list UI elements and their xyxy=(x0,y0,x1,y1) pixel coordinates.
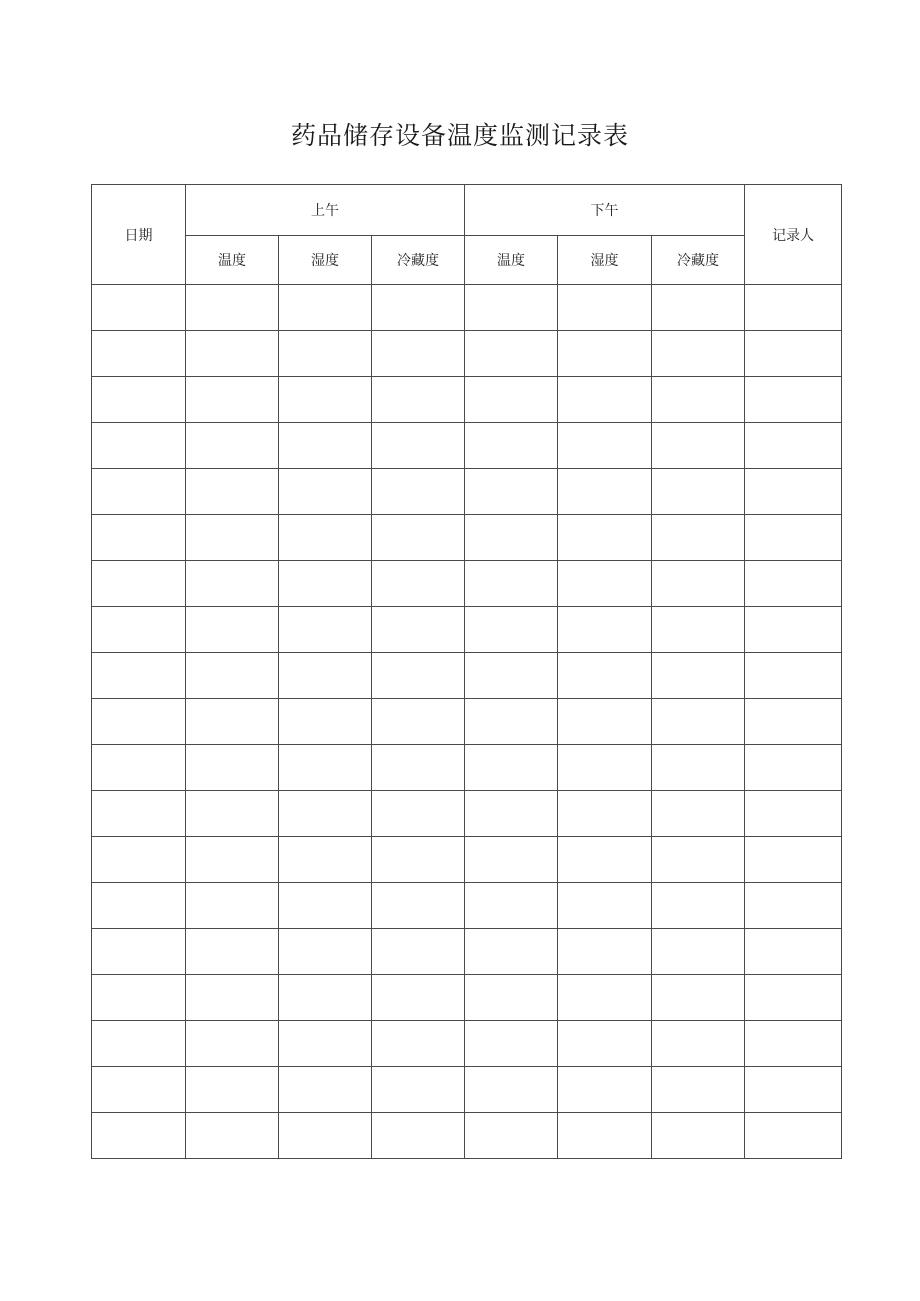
table-row xyxy=(92,1067,842,1113)
table-cell[interactable] xyxy=(558,975,652,1021)
table-cell[interactable] xyxy=(186,377,279,423)
table-cell[interactable] xyxy=(745,515,842,561)
table-cell[interactable] xyxy=(372,469,465,515)
table-cell[interactable] xyxy=(652,377,745,423)
table-cell[interactable] xyxy=(92,653,186,699)
table-cell[interactable] xyxy=(186,607,279,653)
table-cell[interactable] xyxy=(92,791,186,837)
table-row xyxy=(92,607,842,653)
header-morning: 上午 xyxy=(186,185,465,236)
table-cell[interactable] xyxy=(558,423,652,469)
table-cell[interactable] xyxy=(558,837,652,883)
table-cell[interactable] xyxy=(558,515,652,561)
table-cell[interactable] xyxy=(558,331,652,377)
table-cell[interactable] xyxy=(465,745,558,791)
table-cell[interactable] xyxy=(186,791,279,837)
table-cell[interactable] xyxy=(372,883,465,929)
table-cell[interactable] xyxy=(372,1021,465,1067)
table-cell[interactable] xyxy=(372,745,465,791)
table-cell[interactable] xyxy=(372,331,465,377)
table-cell[interactable] xyxy=(558,607,652,653)
table-cell[interactable] xyxy=(279,1067,372,1113)
table-cell[interactable] xyxy=(652,561,745,607)
table-cell[interactable] xyxy=(652,331,745,377)
header-recorder: 记录人 xyxy=(745,185,842,285)
table-cell[interactable] xyxy=(372,791,465,837)
table-cell[interactable] xyxy=(92,607,186,653)
table-cell[interactable] xyxy=(745,699,842,745)
table-cell[interactable] xyxy=(745,883,842,929)
table-cell[interactable] xyxy=(372,561,465,607)
table-cell[interactable] xyxy=(465,883,558,929)
table-cell[interactable] xyxy=(465,515,558,561)
table-cell[interactable] xyxy=(186,331,279,377)
table-cell[interactable] xyxy=(92,745,186,791)
table-cell[interactable] xyxy=(279,929,372,975)
table-body xyxy=(92,285,842,1159)
table-cell[interactable] xyxy=(745,653,842,699)
table-row xyxy=(92,653,842,699)
table-cell[interactable] xyxy=(465,561,558,607)
table-cell[interactable] xyxy=(652,469,745,515)
table-cell[interactable] xyxy=(92,929,186,975)
table-cell[interactable] xyxy=(279,837,372,883)
table-cell[interactable] xyxy=(92,1067,186,1113)
table-cell[interactable] xyxy=(745,1067,842,1113)
table-cell[interactable] xyxy=(186,285,279,331)
table-cell[interactable] xyxy=(465,423,558,469)
table-cell[interactable] xyxy=(279,331,372,377)
table-cell[interactable] xyxy=(279,745,372,791)
page-title: 药品储存设备温度监测记录表 xyxy=(290,121,629,150)
table-cell[interactable] xyxy=(745,837,842,883)
table-cell[interactable] xyxy=(652,791,745,837)
table-cell[interactable] xyxy=(558,285,652,331)
table-cell[interactable] xyxy=(279,285,372,331)
table-cell[interactable] xyxy=(92,331,186,377)
table-cell[interactable] xyxy=(372,1067,465,1113)
table-cell[interactable] xyxy=(372,423,465,469)
subheader-afternoon-temperature: 温度 xyxy=(465,236,558,285)
table-cell[interactable] xyxy=(652,929,745,975)
table-cell[interactable] xyxy=(465,1021,558,1067)
table-cell[interactable] xyxy=(745,745,842,791)
table-cell[interactable] xyxy=(465,331,558,377)
table-row xyxy=(92,377,842,423)
table-cell[interactable] xyxy=(652,1067,745,1113)
table-row xyxy=(92,1021,842,1067)
table-cell[interactable] xyxy=(186,653,279,699)
table-cell[interactable] xyxy=(372,1113,465,1159)
table-cell[interactable] xyxy=(372,837,465,883)
temperature-log-table xyxy=(91,184,842,1159)
table-cell[interactable] xyxy=(465,699,558,745)
table-cell[interactable] xyxy=(92,1021,186,1067)
table-cell[interactable] xyxy=(558,1067,652,1113)
table-cell[interactable] xyxy=(745,285,842,331)
table-cell[interactable] xyxy=(652,699,745,745)
table-cell[interactable] xyxy=(372,653,465,699)
table-cell[interactable] xyxy=(652,285,745,331)
table-row xyxy=(92,515,842,561)
table-cell[interactable] xyxy=(186,883,279,929)
table-cell[interactable] xyxy=(558,883,652,929)
table-cell[interactable] xyxy=(652,515,745,561)
table-cell[interactable] xyxy=(745,423,842,469)
table-row xyxy=(92,561,842,607)
table-row xyxy=(92,975,842,1021)
table-cell[interactable] xyxy=(372,607,465,653)
table-cell[interactable] xyxy=(92,975,186,1021)
table-cell[interactable] xyxy=(372,929,465,975)
table-cell[interactable] xyxy=(186,975,279,1021)
table-cell[interactable] xyxy=(279,1021,372,1067)
table-cell[interactable] xyxy=(92,515,186,561)
table-cell[interactable] xyxy=(186,837,279,883)
table-cell[interactable] xyxy=(372,699,465,745)
table-row xyxy=(92,883,842,929)
table-cell[interactable] xyxy=(745,1113,842,1159)
table-cell[interactable] xyxy=(745,331,842,377)
table-cell[interactable] xyxy=(372,515,465,561)
table-row xyxy=(92,745,842,791)
table-cell[interactable] xyxy=(186,561,279,607)
table-cell[interactable] xyxy=(465,653,558,699)
table-row xyxy=(92,285,842,331)
table-cell[interactable] xyxy=(279,561,372,607)
table-row xyxy=(92,469,842,515)
table-cell[interactable] xyxy=(465,469,558,515)
subheader-morning-temperature: 温度 xyxy=(186,236,279,285)
table-cell[interactable] xyxy=(186,1067,279,1113)
table-cell[interactable] xyxy=(558,377,652,423)
table-cell[interactable] xyxy=(558,653,652,699)
table-cell[interactable] xyxy=(92,469,186,515)
table-cell[interactable] xyxy=(279,699,372,745)
header-row-sub xyxy=(92,236,842,285)
header-afternoon: 下午 xyxy=(465,185,745,236)
table-cell[interactable] xyxy=(745,975,842,1021)
table-cell[interactable] xyxy=(465,285,558,331)
table-cell[interactable] xyxy=(279,1113,372,1159)
table-cell[interactable] xyxy=(745,1021,842,1067)
table-cell[interactable] xyxy=(279,883,372,929)
table-cell[interactable] xyxy=(745,791,842,837)
table-cell[interactable] xyxy=(186,423,279,469)
table-cell[interactable] xyxy=(92,699,186,745)
table-cell[interactable] xyxy=(465,975,558,1021)
table-cell[interactable] xyxy=(558,699,652,745)
table-cell[interactable] xyxy=(558,1113,652,1159)
table-cell[interactable] xyxy=(92,837,186,883)
header-row-top xyxy=(92,185,842,236)
table-cell[interactable] xyxy=(186,469,279,515)
table-cell[interactable] xyxy=(465,837,558,883)
table-cell[interactable] xyxy=(558,561,652,607)
table-cell[interactable] xyxy=(279,423,372,469)
header-date: 日期 xyxy=(92,185,186,285)
table-cell[interactable] xyxy=(652,607,745,653)
table-row xyxy=(92,331,842,377)
table-cell[interactable] xyxy=(465,377,558,423)
table-cell[interactable] xyxy=(186,745,279,791)
table-cell[interactable] xyxy=(465,1067,558,1113)
table-row xyxy=(92,791,842,837)
table-cell[interactable] xyxy=(279,377,372,423)
table-cell[interactable] xyxy=(652,975,745,1021)
table-cell[interactable] xyxy=(279,653,372,699)
table-cell[interactable] xyxy=(279,469,372,515)
table-cell[interactable] xyxy=(558,469,652,515)
table-cell[interactable] xyxy=(745,469,842,515)
table-cell[interactable] xyxy=(92,561,186,607)
table-row xyxy=(92,699,842,745)
table-row xyxy=(92,837,842,883)
table-cell[interactable] xyxy=(92,377,186,423)
table-cell[interactable] xyxy=(186,515,279,561)
table-cell[interactable] xyxy=(279,515,372,561)
table-cell[interactable] xyxy=(92,285,186,331)
table-cell[interactable] xyxy=(186,929,279,975)
table-cell[interactable] xyxy=(745,377,842,423)
table-cell[interactable] xyxy=(186,1021,279,1067)
table-cell[interactable] xyxy=(465,1113,558,1159)
table-cell[interactable] xyxy=(558,1021,652,1067)
table-cell[interactable] xyxy=(652,883,745,929)
table-cell[interactable] xyxy=(652,423,745,469)
table-cell[interactable] xyxy=(558,929,652,975)
table-cell[interactable] xyxy=(372,975,465,1021)
subheader-afternoon-humidity: 湿度 xyxy=(558,236,652,285)
table-cell[interactable] xyxy=(92,1113,186,1159)
table-cell[interactable] xyxy=(745,607,842,653)
table-cell[interactable] xyxy=(558,791,652,837)
table-cell[interactable] xyxy=(92,423,186,469)
subheader-morning-refrigeration: 冷藏度 xyxy=(372,236,465,285)
table-cell[interactable] xyxy=(465,791,558,837)
table-cell[interactable] xyxy=(465,607,558,653)
table-cell[interactable] xyxy=(186,1113,279,1159)
table-cell[interactable] xyxy=(652,1113,745,1159)
subheader-morning-humidity: 湿度 xyxy=(279,236,372,285)
table-cell[interactable] xyxy=(652,745,745,791)
table-row xyxy=(92,423,842,469)
table-cell[interactable] xyxy=(558,745,652,791)
table-cell[interactable] xyxy=(372,285,465,331)
table-cell[interactable] xyxy=(279,607,372,653)
table-cell[interactable] xyxy=(745,929,842,975)
table-cell[interactable] xyxy=(186,699,279,745)
table-cell[interactable] xyxy=(652,1021,745,1067)
table-cell[interactable] xyxy=(92,883,186,929)
table-cell[interactable] xyxy=(652,837,745,883)
table-row xyxy=(92,929,842,975)
table-row xyxy=(92,1113,842,1159)
table-cell[interactable] xyxy=(745,561,842,607)
table-cell[interactable] xyxy=(279,975,372,1021)
table-cell[interactable] xyxy=(372,377,465,423)
table-cell[interactable] xyxy=(465,929,558,975)
subheader-afternoon-refrigeration: 冷藏度 xyxy=(652,236,745,285)
table-cell[interactable] xyxy=(652,653,745,699)
table-cell[interactable] xyxy=(279,791,372,837)
